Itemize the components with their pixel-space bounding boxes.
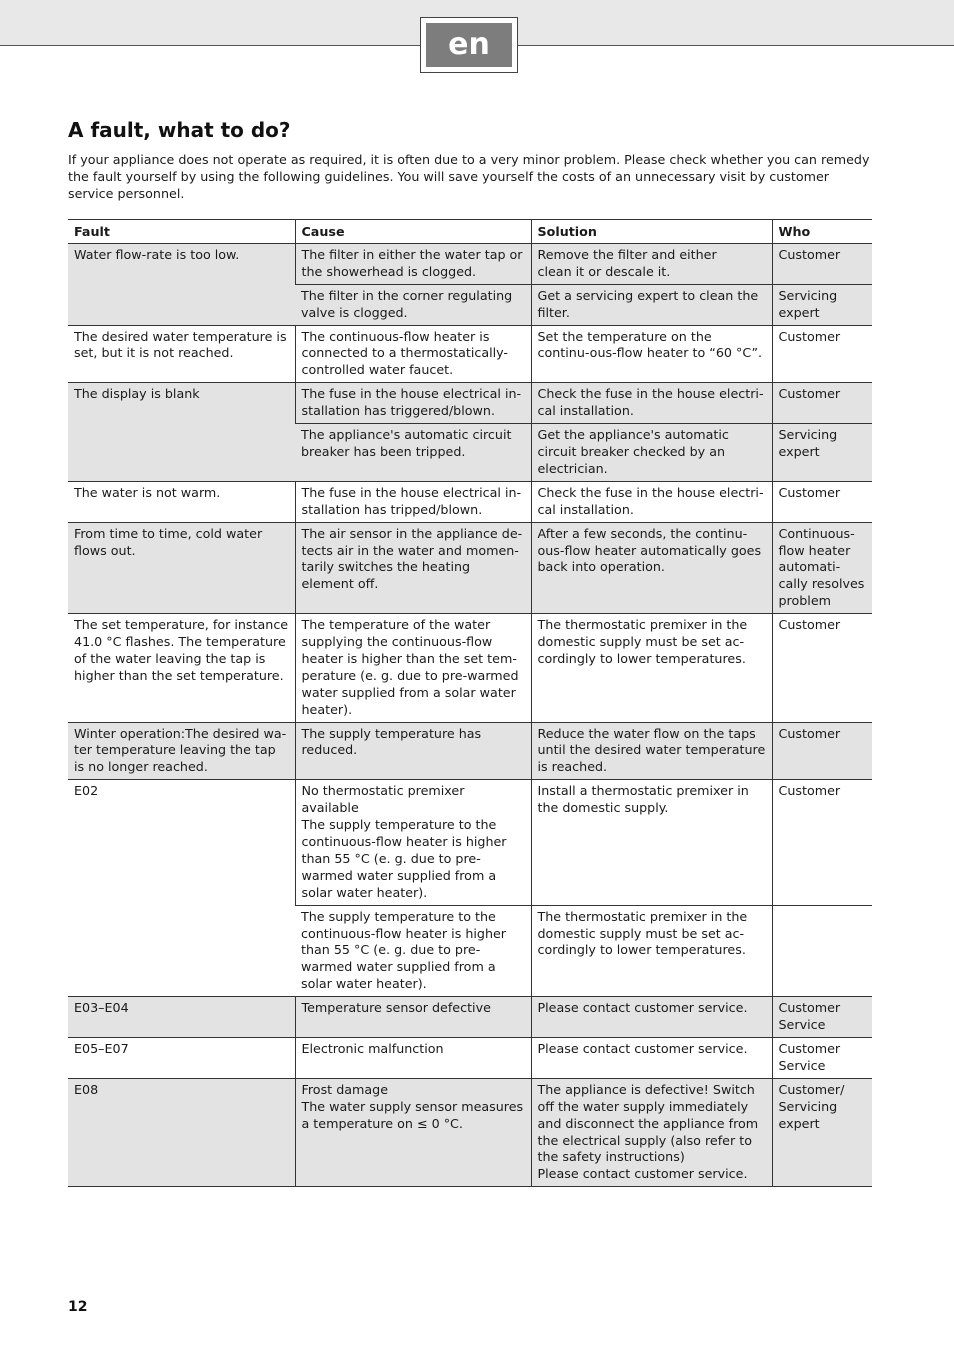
cause-cell: The supply temperature to the continuous-flow heater is higher than 55 °C (e. g. due to pre-warmed water supplied from a solar water heater). (295, 905, 531, 997)
page-title: A fault, what to do? (68, 118, 291, 142)
fault-cell: The water is not warm. (68, 481, 295, 522)
table-row (68, 614, 872, 722)
fault-cell: Winter operation:The desired wa-ter temperature leaving the tap is no longer reached. (68, 722, 295, 780)
solution-cell: The thermostatic premixer in the domestic supply must be set ac-cordingly to lower temperatures. (531, 614, 772, 722)
solution-cell: Install a thermostatic premixer in the domestic supply. (531, 780, 772, 905)
who-cell: Customer (772, 481, 872, 522)
page-number: 12 (68, 1299, 88, 1315)
who-cell: Customer (772, 614, 872, 722)
solution-cell: Get the appliance's automatic circuit breaker checked by an electrician. (531, 424, 772, 482)
language-tab (420, 17, 518, 73)
fault-cell: From time to time, cold water flows out. (68, 522, 295, 614)
intro-paragraph: If your appliance does not operate as required, it is often due to a very minor problem. Please check whether you can remedy the fault yourself by using the following guidelines. You will save yourself the costs of an unnecessary visit by customer service personnel. (68, 152, 870, 201)
solution-cell: The appliance is defective! Switch off the water supply immediately and disconnect the appliance from the electrical supply (also refer to the safety instructions) Please contact customer service. (531, 1078, 772, 1186)
table-row (68, 243, 872, 284)
solution-cell: Get a servicing expert to clean the filter. (531, 284, 772, 325)
solution-cell: Check the fuse in the house electri-cal installation. (531, 481, 772, 522)
solution-cell: Set the temperature on the continu-ous-flow heater to “60 °C”. (531, 325, 772, 383)
header-cause: Cause (295, 220, 531, 244)
solution-cell: Check the fuse in the house electri-cal installation. (531, 383, 772, 424)
fault-cell: E02 (68, 780, 295, 997)
who-cell: Customer Service (772, 997, 872, 1038)
table-row (68, 383, 872, 424)
table-header-row (68, 220, 872, 244)
cause-cell: No thermostatic premixer available The supply temperature to the continuous-flow heater is higher than 55 °C (e. g. due to pre-warmed water supplied from a solar water heater). (295, 780, 531, 905)
cause-cell: The appliance's automatic circuit breaker has been tripped. (295, 424, 531, 482)
who-cell: Servicing expert (772, 284, 872, 325)
who-cell: Customer/ Servicing expert (772, 1078, 872, 1186)
table-row (68, 722, 872, 780)
header-who: Who (772, 220, 872, 244)
solution-cell: Remove the filter and either clean it or descale it. (531, 243, 772, 284)
header-fault: Fault (68, 220, 295, 244)
cause-cell: The fuse in the house electrical in-stallation has triggered/blown. (295, 383, 531, 424)
table-row (68, 325, 872, 383)
who-cell: Customer (772, 325, 872, 383)
table-row (68, 997, 872, 1038)
who-cell: Servicing expert (772, 424, 872, 482)
table-row (68, 522, 872, 614)
who-cell: Customer Service (772, 1037, 872, 1078)
cause-cell: Temperature sensor defective (295, 997, 531, 1038)
solution-cell: Reduce the water flow on the taps until the desired water temperature is reached. (531, 722, 772, 780)
fault-cell: The desired water temperature is set, but it is not reached. (68, 325, 295, 383)
table-row (68, 481, 872, 522)
cause-cell: Frost damage The water supply sensor measures a temperature on ≤ 0 °C. (295, 1078, 531, 1186)
cause-cell: The fuse in the house electrical in-stallation has tripped/blown. (295, 481, 531, 522)
language-code: en (426, 23, 512, 67)
cause-cell: The continuous-flow heater is connected to a thermostatically-controlled water faucet. (295, 325, 531, 383)
cause-cell: Electronic malfunction (295, 1037, 531, 1078)
cause-cell: The temperature of the water supplying the continuous-flow heater is higher than the set tem-perature (e. g. due to pre-warmed water supplied from a solar water heater). (295, 614, 531, 722)
cause-cell: The air sensor in the appliance de-tects air in the water and momen-tarily switches the heating element off. (295, 522, 531, 614)
who-cell: Customer (772, 722, 872, 780)
table-row (68, 1037, 872, 1078)
solution-cell: Please contact customer service. (531, 1037, 772, 1078)
table-row (68, 780, 872, 905)
fault-table (68, 219, 872, 1187)
who-cell: Customer (772, 383, 872, 424)
solution-cell: Please contact customer service. (531, 997, 772, 1038)
table-row (68, 1078, 872, 1186)
fault-cell: The display is blank (68, 383, 295, 482)
who-cell: Customer (772, 243, 872, 284)
fault-cell: The set temperature, for instance 41.0 °C flashes. The temperature of the water leaving the tap is higher than the set temperature. (68, 614, 295, 722)
solution-cell: The thermostatic premixer in the domestic supply must be set ac-cordingly to lower temperatures. (531, 905, 772, 997)
cause-cell: The filter in either the water tap or the showerhead is clogged. (295, 243, 531, 284)
who-cell: Customer (772, 780, 872, 905)
who-cell: Continuous-flow heater automati-cally resolves problem (772, 522, 872, 614)
fault-cell: Water flow-rate is too low. (68, 243, 295, 325)
fault-cell: E05–E07 (68, 1037, 295, 1078)
header-solution: Solution (531, 220, 772, 244)
solution-cell: After a few seconds, the continu-ous-flow heater automatically goes back into operation. (531, 522, 772, 614)
who-cell (772, 905, 872, 997)
cause-cell: The supply temperature has reduced. (295, 722, 531, 780)
fault-cell: E08 (68, 1078, 295, 1186)
fault-cell: E03–E04 (68, 997, 295, 1038)
cause-cell: The filter in the corner regulating valve is clogged. (295, 284, 531, 325)
